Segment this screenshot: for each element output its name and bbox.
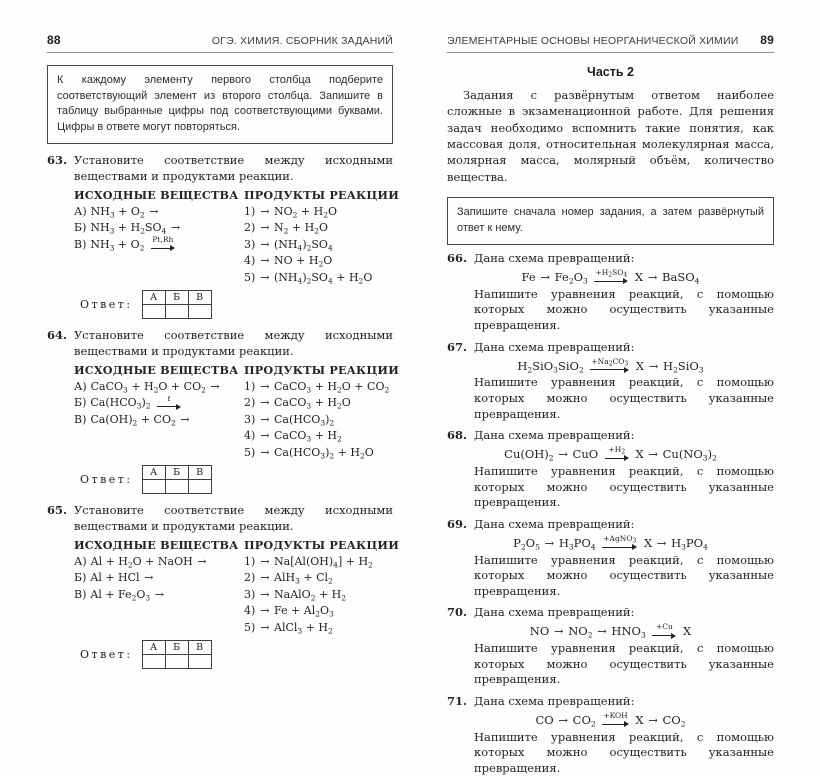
reagent-item [74, 570, 244, 587]
task-71 [447, 694, 774, 776]
matching-columns [74, 362, 399, 461]
task-text: Установите соответствие между исходными веществами и продуктами реакции. [74, 328, 393, 359]
task-prompt: Напишите уравнения реакций, с помощью которых можно осуществить указанные превращения. [474, 375, 774, 421]
answer-cell [188, 305, 211, 319]
task-number: 67. [447, 339, 468, 354]
task-number: 66. [447, 251, 468, 266]
answer-header-row [142, 466, 211, 480]
answer-cell [165, 305, 188, 319]
answer-cell [188, 480, 211, 494]
item-key: Б) [74, 571, 87, 585]
task-title: Дана схема превращений: [474, 605, 635, 620]
product-item [244, 253, 399, 270]
left-page [47, 33, 399, 669]
products-header: ПРОДУКТЫ РЕАКЦИИ [244, 363, 399, 378]
answer-header-row [142, 291, 211, 305]
answer-col-b: Б [165, 466, 188, 480]
answer-input-row [142, 305, 211, 319]
item-formula: → NaAlO$_2$ + $H_2$ [260, 587, 347, 603]
reagent-item [74, 204, 244, 221]
task-70 [447, 605, 774, 688]
right-page [447, 33, 774, 776]
item-key: 4) [244, 604, 256, 618]
products-column [244, 537, 399, 636]
item-formula: → CaCO$_3$ + $H_2O$ [260, 396, 351, 411]
item-formula: $Al + Fe_2O_3$ → [90, 587, 164, 603]
task-66 [447, 251, 774, 334]
answer-table [142, 640, 212, 669]
answer-col-b: Б [165, 291, 188, 305]
item-key: 2) [244, 396, 256, 410]
reagent-item [74, 379, 244, 396]
reagent-item [74, 237, 244, 254]
task-67 [447, 340, 774, 423]
item-key: А) [74, 204, 87, 218]
task-title: Дана схема превращений: [474, 428, 635, 443]
answer-input-row [142, 480, 211, 494]
reagents-header: ИСХОДНЫЕ ВЕЩЕСТВА [74, 363, 239, 378]
task-63 [47, 153, 399, 319]
item-key: Б) [74, 221, 87, 235]
answer-cell [165, 480, 188, 494]
item-key: 1) [244, 379, 256, 393]
reagent-item [74, 412, 244, 429]
reaction-scheme: CO → $CO_2$ +KOH $X \to CO_2$ [535, 710, 686, 729]
reaction-scheme: $Fe \to Fe_2O_3$ $+H_2SO_4$ X → BaSO$_4$ [521, 268, 700, 286]
task-prompt: Напишите уравнения реакций, с помощью которых можно осуществить указанные превращения. [474, 641, 774, 687]
answer-cell [142, 305, 165, 319]
item-formula: → NO + $H_2O$ [260, 254, 333, 269]
task-prompt: Напишите уравнения реакций, с помощью которых можно осуществить указанные превращения. [474, 552, 774, 598]
item-key: 1) [244, 204, 256, 218]
answer-col-v: В [188, 291, 211, 305]
products-column [244, 187, 399, 286]
item-key: А) [74, 554, 87, 568]
task-number: 63. [47, 153, 68, 168]
answer-row [80, 640, 393, 669]
answer-col-a: А [142, 641, 165, 655]
instruction-box: К каждому элементу первого столбца подберите соответствующий элемент из второго столбца. Запишите в таблицу выбранные цифры под соответствующими буквами. Цифры в ответе могут повторяться. [47, 65, 393, 144]
task-prompt: Напишите уравнения реакций, с помощью которых можно осуществить указанные превращения. [474, 463, 774, 510]
item-formula: → $Ca(HCO_3)_2$ [260, 412, 335, 428]
reagents-header: ИСХОДНЫЕ ВЕЩЕСТВА [74, 538, 239, 553]
products-header: ПРОДУКТЫ РЕАКЦИИ [244, 538, 399, 553]
product-item [244, 270, 399, 287]
reagent-item [74, 395, 244, 412]
task-head [447, 428, 774, 444]
task-prompt: Напишите уравнения реакций, с помощью которых можно осуществить указанные превращения. [474, 729, 774, 775]
item-key: 5) [244, 620, 256, 634]
item-key: 1) [244, 554, 256, 568]
item-formula: → $(NH_4)_2SO_4 + H_2O$ [260, 270, 373, 286]
answer-table [142, 290, 212, 319]
item-formula: $NH_3 + H_2SO_4$ → [90, 221, 181, 236]
answer-label: Ответ: [80, 298, 133, 312]
task-number: 70. [447, 605, 468, 620]
item-formula: $Ca(OH)_2 + CO_2$ → [90, 412, 190, 428]
task-number: 64. [47, 328, 68, 343]
task-number: 68. [447, 428, 468, 443]
intro-paragraph: Задания с развёрнутым ответом наиболее сложные в экзаменационной работе. Для решения задач необходимо вспомнить такие понятия, как массовая доля, относительная молекулярная масса, молярная масса, молярный объём, количество вещества. [447, 88, 774, 184]
reagent-item [74, 587, 244, 604]
task-prompt: Напишите уравнения реакций, с помощью которых можно осуществить указанные превращения. [474, 286, 774, 333]
answer-col-a: А [142, 466, 165, 480]
product-item [244, 237, 399, 254]
task-head [47, 503, 393, 535]
product-item [244, 428, 399, 445]
answer-label: Ответ: [80, 648, 133, 662]
task-head [447, 605, 774, 621]
task-title: Дана схема превращений: [474, 516, 635, 531]
page-number: 89 [760, 33, 774, 47]
task-head [47, 328, 393, 360]
product-item [244, 395, 399, 412]
item-formula: → AlCl$_3$ + $H_2$ [260, 620, 333, 636]
task-65 [47, 503, 399, 669]
product-item [244, 220, 399, 237]
page-number: 88 [47, 33, 61, 47]
answer-cell [188, 655, 211, 669]
item-key: 3) [244, 587, 256, 601]
task-title: Дана схема превращений: [474, 693, 635, 708]
matching-columns [74, 537, 399, 636]
task-head [47, 153, 393, 185]
task-number: 71. [447, 693, 468, 708]
reagents-column [74, 187, 244, 286]
product-item [244, 379, 399, 396]
right-page-header [447, 33, 774, 53]
answer-input-row [142, 655, 211, 669]
product-item [244, 412, 399, 429]
item-key: 4) [244, 429, 256, 443]
task-head [447, 694, 774, 710]
product-item [244, 603, 399, 620]
answer-row [80, 465, 393, 494]
reagents-header: ИСХОДНЫЕ ВЕЩЕСТВА [74, 188, 239, 203]
products-column [244, 362, 399, 461]
item-formula: $NH_3 + O_2$ → [90, 204, 159, 220]
task-68 [447, 428, 774, 511]
item-key: 3) [244, 237, 256, 251]
answer-col-v: В [188, 466, 211, 480]
running-title: ОГЭ. ХИМИЯ. СБОРНИК ЗАДАНИЙ [211, 35, 393, 47]
item-key: 2) [244, 221, 256, 235]
answer-header-row [142, 641, 211, 655]
reaction-scheme: $P_2O_5 \to H_3PO_4$ +AgNO$_3$ $X \to H_3PO_4$ [513, 533, 708, 552]
reagents-column [74, 537, 244, 636]
item-formula: $NH_3 + O_2$ Pt,Rh [90, 235, 174, 253]
task-title: Дана схема превращений: [474, 251, 635, 266]
product-item [244, 570, 399, 587]
product-item [244, 620, 399, 637]
product-item [244, 204, 399, 221]
product-item [244, 554, 399, 571]
answer-col-a: А [142, 291, 165, 305]
task-text: Установите соответствие между исходными веществами и продуктами реакции. [74, 503, 393, 534]
task-head [447, 340, 774, 356]
task-69 [447, 517, 774, 600]
item-key: В) [74, 412, 87, 426]
matching-columns [74, 187, 399, 286]
answer-row [80, 290, 393, 319]
item-key: В) [74, 587, 87, 601]
item-formula: $Al + H_2O$ + NaOH → [90, 554, 207, 570]
task-64 [47, 328, 399, 494]
product-item [244, 445, 399, 462]
reagent-item [74, 554, 244, 571]
answer-cell [165, 655, 188, 669]
item-formula: → $Ca(HCO_3)_2 + H_2O$ [260, 445, 374, 461]
item-key: Б) [74, 396, 87, 410]
task-number: 69. [447, 516, 468, 531]
product-item [244, 587, 399, 604]
task-head [447, 517, 774, 533]
task-number: 65. [47, 503, 68, 518]
item-formula: CaCO$_3$ + $H_2O + CO_2$ → [90, 379, 220, 395]
item-key: А) [74, 379, 87, 393]
item-formula: → CaCO$_3$ + $H_2O + CO_2$ [260, 379, 390, 395]
reaction-scheme: NO → $NO_2 \to HNO_3$ +Cu X [529, 622, 692, 640]
answer-table [142, 465, 212, 494]
part-title: Часть 2 [587, 65, 634, 79]
task-text: Установите соответствие между исходными веществами и продуктами реакции. [74, 153, 393, 184]
item-key: 5) [244, 270, 256, 284]
item-formula: → $AlH_3 + Cl_2$ [260, 571, 333, 586]
item-key: 4) [244, 254, 256, 268]
running-title: ЭЛЕМЕНТАРНЫЕ ОСНОВЫ НЕОРГАНИЧЕСКОЙ ХИМИИ [447, 35, 739, 47]
item-key: 5) [244, 445, 256, 459]
item-key: В) [74, 237, 87, 251]
item-formula: Al + HCl → [90, 571, 154, 585]
answer-label: Ответ: [80, 473, 133, 487]
item-formula: → $Fe + Al_2O_3$ [260, 604, 334, 619]
task-title: Дана схема превращений: [474, 339, 635, 354]
item-formula: → $Na[Al(OH)_4] + H_2$ [260, 554, 373, 570]
note-box: Запишите сначала номер задания, а затем развёрнутый ответ к нему. [447, 197, 774, 245]
reaction-scheme: $Cu(OH)_2$ → CuO $+H_2$ $X \to Cu(NO_3)_2$ [504, 445, 717, 463]
reaction-scheme: $H_2SiO_3SiO_2$ $+Na_2CO_3$ $X \to H_2SiO_3$ [517, 356, 704, 375]
left-page-header [47, 33, 393, 53]
reagents-column [74, 362, 244, 461]
task-head [447, 251, 774, 267]
answer-cell [142, 655, 165, 669]
item-formula: $Ca(HCO_3)_2$ t [90, 396, 184, 409]
item-formula: → $NO_2 + H_2O$ [260, 204, 338, 220]
item-formula: → $(NH_4)_2SO_4$ [260, 237, 333, 253]
answer-col-b: Б [165, 641, 188, 655]
answer-col-v: В [188, 641, 211, 655]
item-formula: → CaCO$_3$ + $H_2$ [260, 429, 342, 444]
item-key: 3) [244, 412, 256, 426]
answer-cell [142, 480, 165, 494]
item-formula: → $N_2 + H_2O$ [260, 221, 329, 236]
products-header: ПРОДУКТЫ РЕАКЦИИ [244, 188, 399, 203]
item-key: 2) [244, 571, 256, 585]
